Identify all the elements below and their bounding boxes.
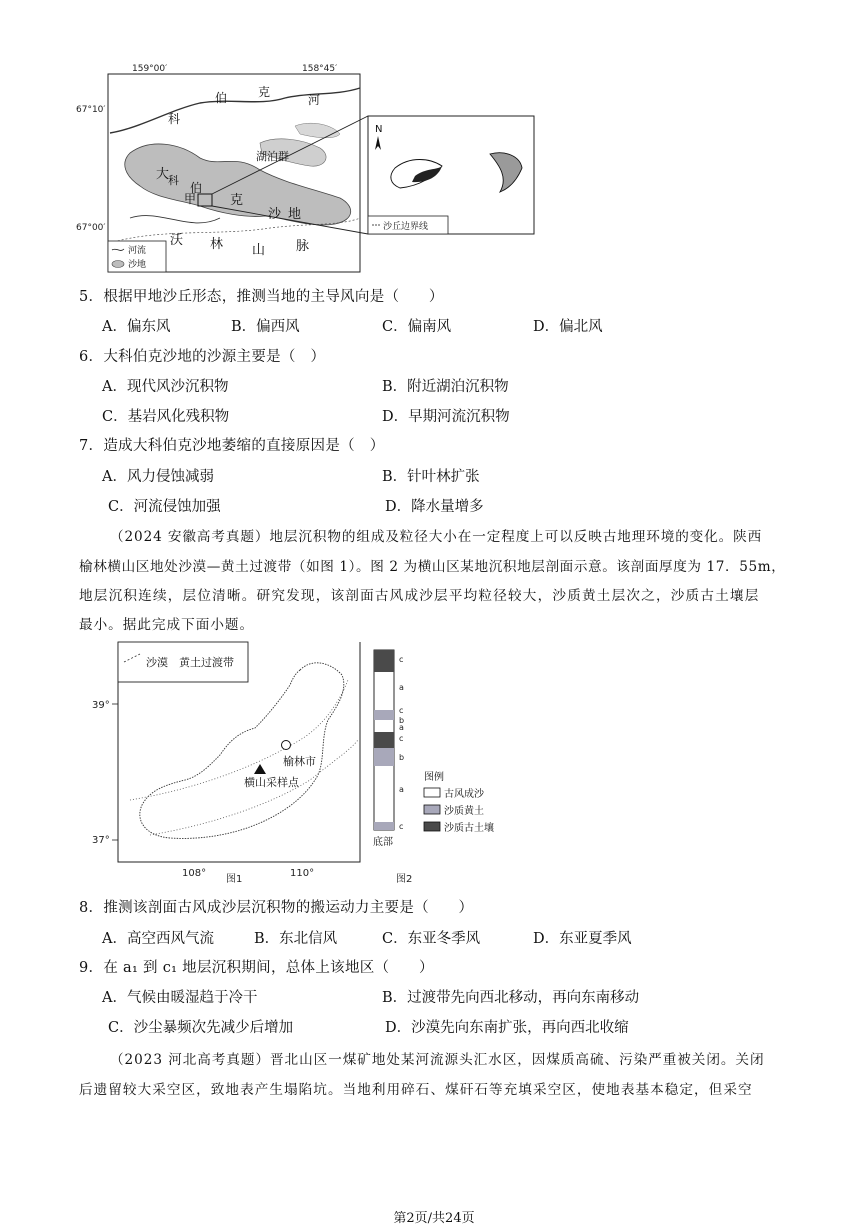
svg-text:大: 大	[156, 167, 170, 182]
svg-text:沙地: 沙地	[128, 260, 147, 270]
svg-text:b: b	[399, 753, 405, 762]
svg-text:河: 河	[308, 93, 321, 107]
svg-text:林: 林	[210, 237, 224, 252]
passage-3-line-1: （2023 河北高考真题）晋北山区一煤矿地处某河流源头汇水区，因煤质高硫、污染严重被关闭。关闭	[110, 1052, 765, 1068]
q6-option-a: A．现代风沙沉积物	[102, 379, 229, 395]
passage-2-line-1: （2024 安徽高考真题）地层沉积物的组成及粒径大小在一定程度上可以反映古地理环境的变化。陕西	[110, 529, 763, 545]
q9-option-d: D．沙漠先向东南扩张，再向西北收缩	[385, 1020, 629, 1036]
svg-text:伯: 伯	[190, 181, 203, 195]
svg-text:沙质黄土: 沙质黄土	[444, 806, 484, 817]
svg-text:108°: 108°	[182, 868, 207, 879]
svg-text:c: c	[399, 655, 404, 664]
q5-option-a: A．偏东风	[102, 319, 171, 335]
map-hengshan-transition-zone	[90, 640, 520, 890]
q6-option-d: D．早期河流沉积物	[382, 409, 510, 425]
passage-2-line-3: 地层沉积连续，层位清晰。研究发现，该剖面古风成沙层平均粒径较大，沙质黄土层次之，沙质古土壤层	[79, 588, 760, 604]
svg-text:图例: 图例	[424, 772, 444, 783]
svg-text:沃: 沃	[170, 233, 184, 248]
svg-text:158°45′: 158°45′	[302, 64, 338, 74]
svg-text:甲: 甲	[184, 192, 197, 206]
svg-text:河流: 河流	[128, 246, 147, 256]
q7-option-a: A．风力侵蚀减弱	[102, 469, 214, 485]
q8-option-b: B．东北信风	[254, 931, 338, 947]
svg-text:伯: 伯	[215, 91, 228, 105]
q6-option-c: C．基岩风化残积物	[102, 409, 230, 425]
svg-text:地: 地	[288, 207, 302, 222]
svg-text:a: a	[399, 723, 404, 732]
q5-option-b: B．偏西风	[231, 319, 300, 335]
svg-text:39°: 39°	[92, 700, 110, 711]
svg-text:c: c	[399, 706, 404, 715]
q7-option-c: C．河流侵蚀加强	[108, 499, 221, 515]
map-kobuk-dunes	[70, 58, 550, 278]
svg-text:脉: 脉	[296, 239, 310, 254]
svg-text:湖泊群: 湖泊群	[256, 150, 289, 163]
q7-option-d: D．降水量增多	[385, 499, 484, 515]
inset-legend-label: 沙丘边界线	[383, 222, 429, 232]
q5-option-d: D．偏北风	[533, 319, 603, 335]
svg-text:110°: 110°	[290, 868, 315, 879]
svg-text:古风成沙: 古风成沙	[444, 789, 484, 800]
svg-text:底部: 底部	[373, 837, 393, 848]
svg-text:图2: 图2	[396, 874, 413, 885]
svg-text:a: a	[399, 683, 404, 692]
passage-3-line-2: 后遗留较大采空区，致地表产生塌陷坑。当地利用碎石、煤矸石等充填采空区，使地表基本稳定，但采空	[79, 1082, 753, 1098]
q9-option-b: B．过渡带先向西北移动，再向东南移动	[382, 990, 640, 1006]
passage-2-line-2: 榆林横山区地处沙漠—黄土过渡带（如图 1）。图 2 为横山区某地沉积地层剖面示意。该剖面厚度为 17．55m，	[79, 559, 786, 575]
q9-option-c: C．沙尘暴频次先减少后增加	[108, 1020, 294, 1036]
svg-text:克: 克	[258, 85, 271, 99]
question-5-stem: 5．根据甲地沙丘形态，推测当地的主导风向是（ ）	[79, 289, 444, 305]
q8-option-d: D．东亚夏季风	[533, 931, 632, 947]
svg-text:b: b	[399, 716, 405, 725]
question-6-stem: 6．大科伯克沙地的沙源主要是（ ）	[79, 349, 326, 365]
svg-text:图1: 图1	[226, 874, 243, 885]
question-8-stem: 8．推测该剖面古风成沙层沉积物的搬运动力主要是（ ）	[79, 900, 474, 916]
site-label: 横山采样点	[244, 776, 299, 789]
q8-option-a: A．高空西风气流	[102, 931, 214, 947]
svg-text:c: c	[399, 734, 404, 743]
passage-2-line-4: 最小。据此完成下面小题。	[79, 617, 255, 633]
svg-text:山: 山	[252, 243, 266, 258]
q7-option-b: B．针叶林扩张	[382, 469, 480, 485]
q5-option-c: C．偏南风	[382, 319, 452, 335]
svg-text:c: c	[399, 822, 404, 831]
svg-text:科: 科	[168, 112, 181, 126]
page-number: 第2页/共24页	[393, 1211, 475, 1226]
q6-option-b: B．附近湖泊沉积物	[382, 379, 509, 395]
svg-text:科: 科	[168, 174, 179, 187]
north-label: N	[375, 124, 383, 135]
map2-legend: 沙漠 黄土过渡带	[146, 656, 234, 669]
q9-option-a: A．气候由暖湿趋于冷干	[102, 990, 258, 1006]
svg-text:37°: 37°	[92, 835, 110, 846]
svg-text:67°10′: 67°10′	[76, 105, 106, 115]
svg-text:a: a	[399, 785, 404, 794]
svg-text:沙质古土壤: 沙质古土壤	[444, 823, 494, 834]
svg-text:67°00′: 67°00′	[76, 223, 106, 233]
svg-text:159°00′: 159°00′	[132, 64, 168, 74]
city-label: 榆林市	[283, 755, 316, 768]
svg-text:沙: 沙	[268, 207, 282, 222]
question-9-stem: 9．在 a₁ 到 c₁ 地层沉积期间，总体上该地区（ ）	[79, 960, 434, 976]
question-7-stem: 7．造成大科伯克沙地萎缩的直接原因是（ ）	[79, 438, 385, 454]
svg-text:克: 克	[230, 193, 244, 208]
q8-option-c: C．东亚冬季风	[382, 931, 481, 947]
